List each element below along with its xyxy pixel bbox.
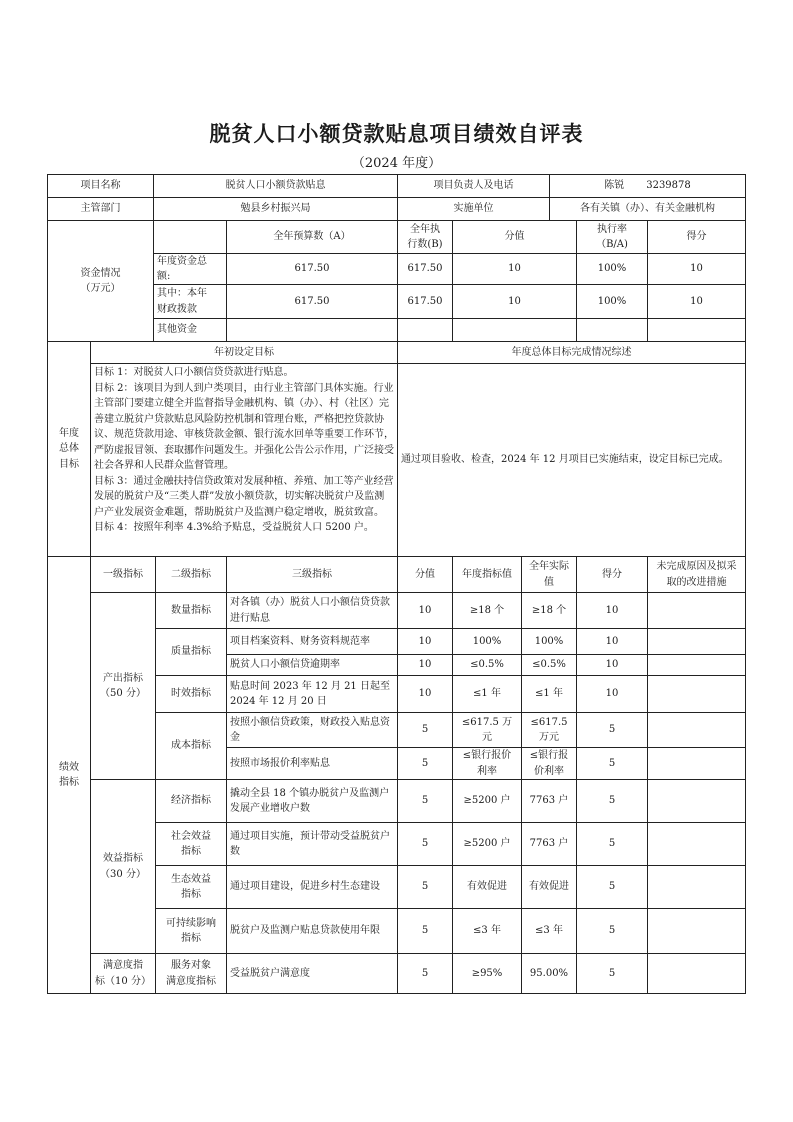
perf-row-value bbox=[397, 779, 453, 823]
perf-row-reason bbox=[647, 822, 746, 866]
perf-row-score-text: 10 bbox=[605, 604, 619, 616]
perf-row-score-text: 5 bbox=[608, 757, 616, 769]
perf-level2-item-text: 社会效益 指标 bbox=[171, 830, 211, 857]
project-name-value bbox=[153, 174, 398, 198]
perf-row-value bbox=[397, 675, 453, 713]
perf-row-actual bbox=[521, 779, 577, 823]
funds-row-budget-text: 617.50 bbox=[294, 263, 330, 275]
leader-label bbox=[397, 174, 550, 198]
perf-level2-item bbox=[155, 953, 227, 994]
perf-row-indicator bbox=[226, 747, 398, 780]
perf-row-reason bbox=[647, 712, 746, 748]
perf-header-0 bbox=[90, 556, 156, 593]
funds-row-budget bbox=[226, 318, 398, 342]
perf-level2-item bbox=[155, 779, 227, 823]
perf-row-value-text: 10 bbox=[418, 635, 432, 647]
perf-row-value bbox=[397, 628, 453, 655]
perf-section-label bbox=[47, 556, 91, 994]
leader-value bbox=[549, 174, 746, 198]
perf-row-indicator-text: 撬动全县 18 个镇办脱贫户及监测户发展产业增收户数 bbox=[230, 787, 390, 814]
project-name-value-text: 脱贫人口小额贷款贴息 bbox=[225, 180, 326, 192]
funds-header-0-text: 全年预算数（A） bbox=[273, 231, 351, 243]
goals-section-label-text: 年度 总体 目标 bbox=[59, 427, 79, 470]
goals-done-text-text: 通过项目验收、检查，2024 年 12 月项目已实施结束，设定目标已完成。 bbox=[401, 454, 729, 466]
perf-header-7-text: 未完成原因及拟采 取的改进措施 bbox=[656, 561, 737, 588]
perf-row-target bbox=[452, 675, 522, 713]
goals-set-header-text: 年初设定目标 bbox=[214, 346, 274, 358]
impl-value-text: 各有关镇（办）、有关金融机构 bbox=[580, 203, 715, 215]
dept-value bbox=[153, 197, 398, 221]
funds-row-score_value bbox=[452, 318, 577, 342]
funds-header-1 bbox=[397, 220, 453, 254]
perf-row-indicator bbox=[226, 654, 398, 676]
perf-row-indicator-text: 脱贫户及监测户贴息贷款使用年限 bbox=[230, 925, 380, 937]
leader-label-text: 项目负责人及电话 bbox=[433, 180, 514, 192]
perf-row-value-text: 5 bbox=[421, 724, 429, 736]
perf-row-actual-text: 95.00% bbox=[529, 967, 569, 979]
perf-row-score-text: 10 bbox=[605, 635, 619, 647]
impl-value bbox=[549, 197, 746, 221]
perf-row-score-text: 10 bbox=[605, 659, 619, 671]
perf-row-indicator-text: 对各镇（办）脱贫人口小额信贷贷款进行贴息 bbox=[230, 597, 390, 624]
funds-row-score_value bbox=[452, 253, 577, 285]
perf-row-value bbox=[397, 953, 453, 994]
perf-level1-output-text: 产出指标 （50 分） bbox=[100, 672, 146, 699]
perf-row-score-text: 5 bbox=[608, 881, 616, 893]
perf-row-target-text: ≥18 个 bbox=[469, 604, 505, 616]
perf-level2-item bbox=[155, 675, 227, 713]
funds-header-4 bbox=[647, 220, 746, 254]
perf-row-target-text: ≤617.5 万 元 bbox=[461, 716, 513, 743]
perf-row-score-text: 5 bbox=[608, 795, 616, 807]
perf-row-actual bbox=[521, 675, 577, 713]
funds-row-score_value-text: 10 bbox=[508, 295, 521, 307]
perf-row-indicator-text: 脱贫人口小额信贷逾期率 bbox=[230, 659, 340, 671]
perf-row-actual-text: ≤617.5 万元 bbox=[530, 716, 568, 743]
perf-level1-benefit-text: 效益指标 （30 分） bbox=[100, 853, 146, 880]
perf-row-target-text: 100% bbox=[472, 635, 502, 647]
perf-row-actual bbox=[521, 822, 577, 866]
perf-row-target bbox=[452, 908, 522, 954]
perf-row-target-text: 有效促进 bbox=[467, 881, 507, 893]
perf-row-target bbox=[452, 953, 522, 994]
goals-set-text bbox=[90, 363, 398, 557]
perf-level2-item bbox=[155, 592, 227, 629]
leader-name: 陈锐 bbox=[604, 180, 625, 192]
perf-header-4-text: 年度指标值 bbox=[462, 568, 512, 580]
perf-level1-benefit bbox=[90, 779, 156, 954]
perf-row-indicator bbox=[226, 592, 398, 629]
funds-section-label bbox=[47, 220, 154, 342]
perf-row-score bbox=[576, 908, 648, 954]
goals-set-header bbox=[90, 341, 398, 364]
perf-row-target bbox=[452, 865, 522, 909]
leader-phone: 3239878 bbox=[646, 180, 691, 192]
perf-row-actual-text: 7763 户 bbox=[529, 838, 569, 850]
perf-header-3 bbox=[397, 556, 453, 593]
impl-label bbox=[397, 197, 550, 221]
perf-row-reason bbox=[647, 908, 746, 954]
perf-row-target-text: ≥5200 户 bbox=[463, 838, 511, 850]
goals-section-label bbox=[47, 341, 91, 557]
perf-row-target-text: ≤3 年 bbox=[473, 925, 501, 937]
perf-header-6-text: 得分 bbox=[602, 568, 622, 580]
perf-row-actual bbox=[521, 865, 577, 909]
perf-header-5 bbox=[521, 556, 577, 593]
perf-row-value bbox=[397, 865, 453, 909]
funds-row-score bbox=[647, 253, 746, 285]
perf-row-value-text: 5 bbox=[421, 925, 429, 937]
perf-level2-item-text: 质量指标 bbox=[171, 646, 211, 658]
dept-label-text: 主管部门 bbox=[80, 203, 121, 215]
perf-row-indicator bbox=[226, 779, 398, 823]
perf-row-actual-text: ≤0.5% bbox=[532, 659, 566, 671]
funds-row-executed bbox=[397, 253, 453, 285]
perf-row-indicator bbox=[226, 628, 398, 655]
perf-header-2 bbox=[226, 556, 398, 593]
perf-row-reason bbox=[647, 779, 746, 823]
perf-row-actual bbox=[521, 628, 577, 655]
perf-row-actual-text: ≤银行报 价利率 bbox=[529, 750, 569, 777]
perf-row-target bbox=[452, 822, 522, 866]
funds-row-executed-text: 617.50 bbox=[407, 263, 443, 275]
funds-row-rate bbox=[576, 318, 648, 342]
perf-row-reason bbox=[647, 628, 746, 655]
perf-row-target bbox=[452, 654, 522, 676]
funds-row-score_value bbox=[452, 284, 577, 319]
perf-row-value-text: 10 bbox=[418, 688, 432, 700]
perf-row-value-text: 5 bbox=[421, 757, 429, 769]
perf-row-indicator-text: 贴息时间 2023 年 12 月 21 日起至 2024 年 12 月 20 日 bbox=[230, 680, 394, 707]
perf-row-value bbox=[397, 908, 453, 954]
perf-row-target bbox=[452, 712, 522, 748]
perf-row-value bbox=[397, 654, 453, 676]
perf-row-target-text: ≤银行报价 利率 bbox=[462, 750, 512, 777]
perf-row-target-text: ≤0.5% bbox=[470, 659, 504, 671]
document-title: 脱贫人口小额贷款贴息项目绩效自评表 bbox=[209, 121, 584, 146]
perf-level2-item-text: 时效指标 bbox=[171, 688, 211, 700]
perf-row-indicator bbox=[226, 822, 398, 866]
funds-row-label bbox=[153, 253, 227, 285]
funds-row-rate bbox=[576, 284, 648, 319]
perf-row-actual-text: 有效促进 bbox=[529, 881, 569, 893]
perf-row-score bbox=[576, 712, 648, 748]
funds-header-3 bbox=[576, 220, 648, 254]
perf-header-7 bbox=[647, 556, 746, 593]
perf-row-indicator-text: 通过项目建设，促进乡村生态建设 bbox=[230, 881, 380, 893]
funds-row-executed-text: 617.50 bbox=[407, 295, 443, 307]
perf-level2-item-text: 成本指标 bbox=[171, 740, 211, 752]
perf-level2-item-text: 可持续影响 指标 bbox=[166, 917, 216, 944]
perf-row-score bbox=[576, 592, 648, 629]
perf-row-score bbox=[576, 822, 648, 866]
dept-label bbox=[47, 197, 154, 221]
perf-row-value-text: 5 bbox=[421, 967, 429, 979]
funds-row-label-text: 年度资金总 额: bbox=[157, 255, 207, 282]
perf-row-actual bbox=[521, 908, 577, 954]
funds-row-label-text: 其中：本年 财政拨款 bbox=[157, 288, 207, 315]
funds-row-score-text: 10 bbox=[690, 263, 703, 275]
funds-row-label bbox=[153, 318, 227, 342]
perf-row-score-text: 5 bbox=[608, 925, 616, 937]
perf-row-target-text: ≥95% bbox=[471, 967, 503, 979]
perf-row-value-text: 5 bbox=[421, 838, 429, 850]
perf-level2-item-text: 经济指标 bbox=[171, 795, 211, 807]
funds-header-3-text: 执行率 （B/A) bbox=[596, 223, 628, 250]
perf-header-1-text: 二级指标 bbox=[171, 568, 211, 580]
funds-row-rate-text: 100% bbox=[597, 263, 627, 275]
goals-done-header bbox=[397, 341, 746, 364]
perf-row-actual-text: ≤3 年 bbox=[535, 925, 563, 937]
perf-row-value bbox=[397, 712, 453, 748]
perf-level2-item-text: 生态效益 指标 bbox=[171, 873, 211, 900]
funds-row-score-text: 10 bbox=[690, 295, 703, 307]
funds-header-0 bbox=[226, 220, 398, 254]
perf-row-score bbox=[576, 747, 648, 780]
perf-row-actual-text: 100% bbox=[534, 635, 564, 647]
funds-row-score_value-text: 10 bbox=[508, 263, 521, 275]
perf-row-actual bbox=[521, 747, 577, 780]
perf-section-label-text: 绩效 指标 bbox=[59, 761, 79, 788]
goals-done-text bbox=[397, 363, 746, 557]
funds-header-2-text: 分值 bbox=[504, 231, 525, 243]
perf-header-5-text: 全年实际 值 bbox=[529, 561, 569, 588]
perf-row-value bbox=[397, 592, 453, 629]
perf-row-target bbox=[452, 592, 522, 629]
funds-row-budget bbox=[226, 253, 398, 285]
document-subtitle: （2024 年度） bbox=[351, 156, 442, 171]
perf-row-indicator-text: 按照小额信贷政策，财政投入贴息资金 bbox=[230, 716, 390, 743]
perf-row-actual-text: ≤1 年 bbox=[535, 688, 563, 700]
perf-row-reason bbox=[647, 592, 746, 629]
funds-row-score bbox=[647, 284, 746, 319]
perf-level1-satisfaction-text: 满意度指 标（10 分） bbox=[95, 960, 151, 987]
perf-level2-item bbox=[155, 822, 227, 866]
perf-row-actual bbox=[521, 953, 577, 994]
dept-value-text: 勉县乡村振兴局 bbox=[240, 203, 311, 215]
perf-level2-item bbox=[155, 865, 227, 909]
perf-row-target-text: ≥5200 户 bbox=[463, 795, 511, 807]
perf-level2-item bbox=[155, 908, 227, 954]
perf-row-actual bbox=[521, 712, 577, 748]
perf-level2-item-text: 服务对象 满意度指标 bbox=[166, 960, 216, 987]
perf-row-score-text: 5 bbox=[608, 967, 616, 979]
perf-row-score bbox=[576, 675, 648, 713]
perf-row-indicator-text: 按照市场报价利率贴息 bbox=[230, 757, 330, 769]
perf-level1-satisfaction bbox=[90, 953, 156, 994]
perf-row-score-text: 5 bbox=[608, 724, 616, 736]
perf-level1-output bbox=[90, 592, 156, 780]
perf-header-1 bbox=[155, 556, 227, 593]
perf-row-indicator-text: 通过项目实施，预计带动受益脱贫户数 bbox=[230, 830, 390, 857]
perf-row-score bbox=[576, 865, 648, 909]
perf-row-value-text: 5 bbox=[421, 881, 429, 893]
perf-row-target bbox=[452, 779, 522, 823]
perf-header-0-text: 一级指标 bbox=[103, 568, 143, 580]
perf-row-value-text: 10 bbox=[418, 659, 432, 671]
funds-header-2 bbox=[452, 220, 577, 254]
perf-level2-item bbox=[155, 628, 227, 676]
perf-row-reason bbox=[647, 675, 746, 713]
perf-row-value bbox=[397, 747, 453, 780]
perf-row-target bbox=[452, 747, 522, 780]
perf-row-score bbox=[576, 628, 648, 655]
funds-header-blank bbox=[153, 220, 227, 254]
perf-header-4 bbox=[452, 556, 522, 593]
perf-header-6 bbox=[576, 556, 648, 593]
funds-row-executed bbox=[397, 284, 453, 319]
perf-row-reason bbox=[647, 654, 746, 676]
funds-row-rate bbox=[576, 253, 648, 285]
perf-level2-item bbox=[155, 712, 227, 780]
perf-row-actual bbox=[521, 592, 577, 629]
perf-row-indicator bbox=[226, 953, 398, 994]
perf-header-2-text: 三级指标 bbox=[292, 568, 332, 580]
perf-row-score bbox=[576, 953, 648, 994]
project-name-label bbox=[47, 174, 154, 198]
perf-level2-item-text: 数量指标 bbox=[171, 604, 211, 616]
perf-row-value-text: 10 bbox=[418, 604, 432, 616]
impl-label-text: 实施单位 bbox=[453, 203, 494, 215]
perf-row-reason bbox=[647, 953, 746, 994]
funds-header-4-text: 得分 bbox=[686, 231, 707, 243]
goals-done-header-text: 年度总体目标完成情况综述 bbox=[511, 346, 632, 358]
funds-section-label-text: 资金情况 （万元） bbox=[80, 267, 121, 294]
funds-row-executed bbox=[397, 318, 453, 342]
perf-row-actual bbox=[521, 654, 577, 676]
perf-row-reason bbox=[647, 747, 746, 780]
goals-set-text-text: 目标 1：对脱贫人口小额信贷贷款进行贴息。 目标 2：该项目为到人到户类项目，由行业主管部门具体实施。行业主管部门要建立健全并监督指导金融机构、镇（办）、村（社区）完善建立脱贫户贷款贴息风险防控机制和管理台账，严格把控贷款协议、规范贷款用途、审核贷款金额、银行流水回单等重要工作环节，严防虚报冒领、套取挪作问题发生。并强化公告公示作用，广泛接受社会各界和人民群众监督管理。 目标 3：通过金融扶持信贷政策对发展种植、养殖、加工等产业经营发展的脱贫户及“三类人群”发放小额贷款，切实解决脱贫户及监测户产业发展资金难题，帮助脱贫户及监测户稳定增收，脱贫致富。 目标 4：按照年利率 4.3%给予贴息，受益脱贫人口 5200 户。 bbox=[94, 367, 394, 533]
perf-row-score bbox=[576, 779, 648, 823]
perf-header-3-text: 分值 bbox=[415, 568, 435, 580]
funds-row-label bbox=[153, 284, 227, 319]
perf-row-indicator bbox=[226, 908, 398, 954]
project-name-label-text: 项目名称 bbox=[80, 180, 121, 192]
perf-row-score-text: 5 bbox=[608, 838, 616, 850]
funds-row-rate-text: 100% bbox=[597, 295, 627, 307]
funds-row-score bbox=[647, 318, 746, 342]
perf-row-actual-text: 7763 户 bbox=[529, 795, 569, 807]
funds-row-budget-text: 617.50 bbox=[294, 295, 330, 307]
funds-row-label-text: 其他资金 bbox=[157, 324, 197, 336]
perf-row-actual-text: ≥18 个 bbox=[531, 604, 567, 616]
perf-row-value bbox=[397, 822, 453, 866]
perf-row-indicator bbox=[226, 712, 398, 748]
perf-row-target-text: ≤1 年 bbox=[473, 688, 501, 700]
funds-row-budget bbox=[226, 284, 398, 319]
perf-row-indicator bbox=[226, 675, 398, 713]
perf-row-score-text: 10 bbox=[605, 688, 619, 700]
perf-row-value-text: 5 bbox=[421, 795, 429, 807]
perf-row-indicator-text: 项目档案资料、财务资料规范率 bbox=[230, 635, 370, 647]
funds-header-1-text: 全年执 行数(B) bbox=[407, 223, 443, 250]
perf-row-indicator bbox=[226, 865, 398, 909]
perf-row-indicator-text: 受益脱贫户满意度 bbox=[230, 967, 310, 979]
perf-row-reason bbox=[647, 865, 746, 909]
perf-row-score bbox=[576, 654, 648, 676]
perf-row-target bbox=[452, 628, 522, 655]
